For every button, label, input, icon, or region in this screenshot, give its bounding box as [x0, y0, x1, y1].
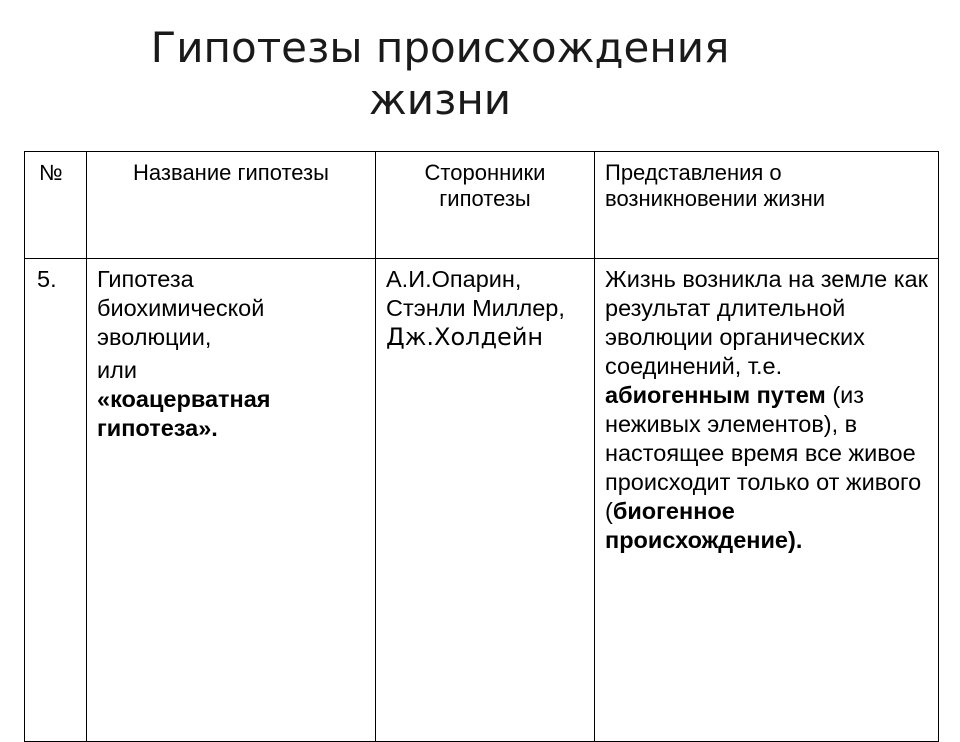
row-number: 5. [25, 259, 87, 742]
title-line-2: жизни [368, 75, 512, 124]
hypotheses-table [24, 151, 939, 742]
name-line-3: «коацерватная гипотеза». [97, 386, 271, 441]
slide-title [0, 22, 880, 126]
ideas-bold-1: абиогенным путем [605, 382, 826, 408]
supporters-line-2: Дж.Холдейн [386, 323, 544, 351]
row-hypothesis-name [87, 259, 376, 742]
ideas-bold-2: биогенное происхождение). [605, 498, 803, 553]
name-line-2: или [97, 357, 137, 383]
row-ideas [595, 259, 939, 742]
header-ideas: Представления о возникновении жизни [595, 152, 939, 259]
ideas-text-1: Жизнь возникла на земле как результат длительной эволюции органических соединений, т.е. [605, 266, 928, 379]
table-header-row [25, 152, 939, 259]
title-line-1: Гипотезы происхождения [150, 23, 730, 72]
name-line-1: Гипотеза биохимической эволюции, [97, 266, 265, 350]
header-hypothesis-name: Название гипотезы [87, 152, 376, 259]
header-supporters: Сторонники гипотезы [376, 152, 595, 259]
table-row [25, 259, 939, 742]
supporters-line-1: А.И.Опарин, Стэнли Миллер, [386, 266, 565, 321]
row-supporters [376, 259, 595, 742]
header-number: № [25, 152, 87, 259]
ideas-text-2: (из неживых элементов), в настоящее время все живое происходит только от живого ( [605, 382, 922, 524]
